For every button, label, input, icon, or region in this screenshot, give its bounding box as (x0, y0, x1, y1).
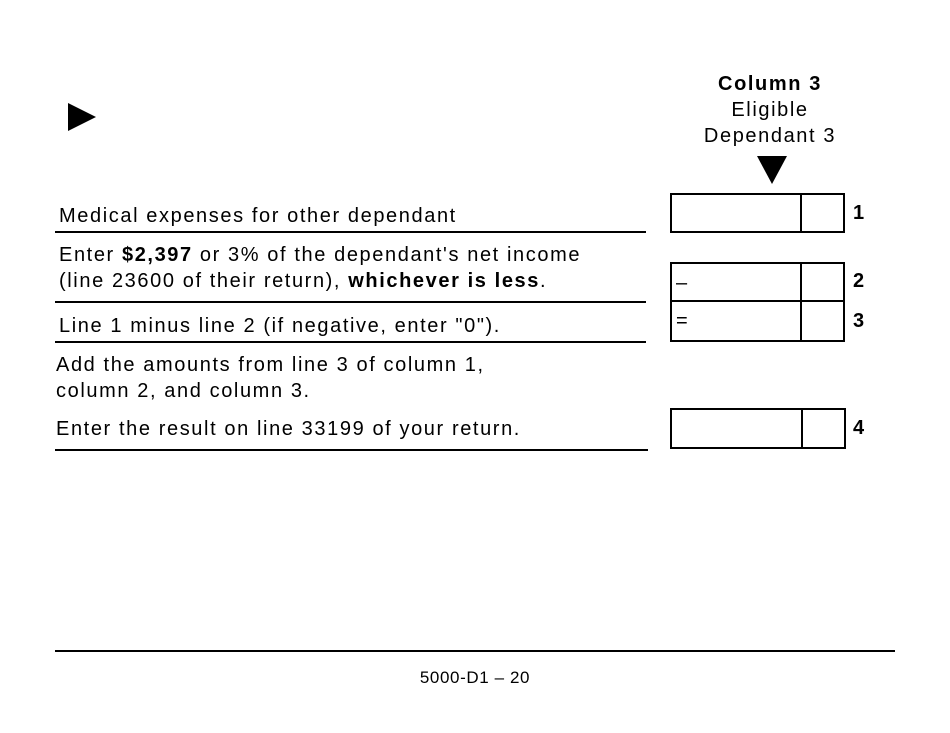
cents-divider (800, 264, 802, 300)
line1-number: 1 (853, 202, 865, 224)
line2-number: 2 (853, 270, 865, 292)
minus-operator: – (676, 272, 688, 294)
line2-text-net-income: or 3% of the dependant's net income (192, 244, 582, 266)
cents-divider (800, 195, 802, 231)
line3-number: 3 (853, 310, 865, 332)
line1-cents-input[interactable] (803, 195, 843, 231)
line3-dollars-input[interactable] (672, 302, 798, 340)
line2-amount-box (670, 262, 845, 302)
column-subtitle-dependant: Dependant 3 (703, 125, 837, 147)
line2-cents-input[interactable] (803, 264, 843, 300)
line4-label-row2: column 2, and column 3. (56, 380, 311, 402)
line2-whichever-bold: whichever is less (348, 270, 540, 292)
column-title: Column 3 (718, 73, 822, 95)
line2-dollars-input[interactable] (672, 264, 798, 300)
line4-number: 4 (853, 417, 865, 439)
line2-rule (55, 301, 646, 303)
down-arrow-icon (757, 156, 787, 184)
line4-amount-box (670, 408, 846, 449)
line4-cents-input[interactable] (804, 410, 844, 447)
line3-label: Line 1 minus line 2 (if negative, enter "0"). (59, 315, 501, 337)
cents-divider (800, 302, 802, 340)
footer-rule (55, 650, 895, 652)
line1-label: Medical expenses for other dependant (59, 205, 457, 227)
line3-cents-input[interactable] (803, 302, 843, 340)
equals-operator: = (676, 310, 688, 332)
line2-text-line-ref: (line 23600 of their return), (59, 270, 349, 292)
line2-text-period: . (540, 270, 548, 292)
line1-rule (55, 231, 646, 233)
line4-label-row1: Add the amounts from line 3 of column 1, (56, 354, 485, 376)
line4-label-row3: Enter the result on line 33199 of your return. (56, 418, 521, 440)
line1-amount-box (670, 193, 845, 233)
line3-rule (55, 341, 646, 343)
line2-amount-bold: $2,397 (121, 244, 193, 266)
line4-dollars-input[interactable] (672, 410, 798, 447)
line1-dollars-input[interactable] (672, 195, 798, 231)
line2-text-enter: Enter (59, 244, 122, 266)
right-arrow-icon (68, 103, 98, 131)
line2-label-row2 (59, 268, 547, 294)
column-subtitle-eligible: Eligible (731, 99, 809, 121)
page-footer-label: 5000-D1 – 20 (419, 668, 531, 687)
cents-divider (801, 410, 803, 447)
line3-amount-box (670, 300, 845, 342)
line4-rule (55, 449, 648, 451)
line2-label-row1 (59, 242, 581, 268)
